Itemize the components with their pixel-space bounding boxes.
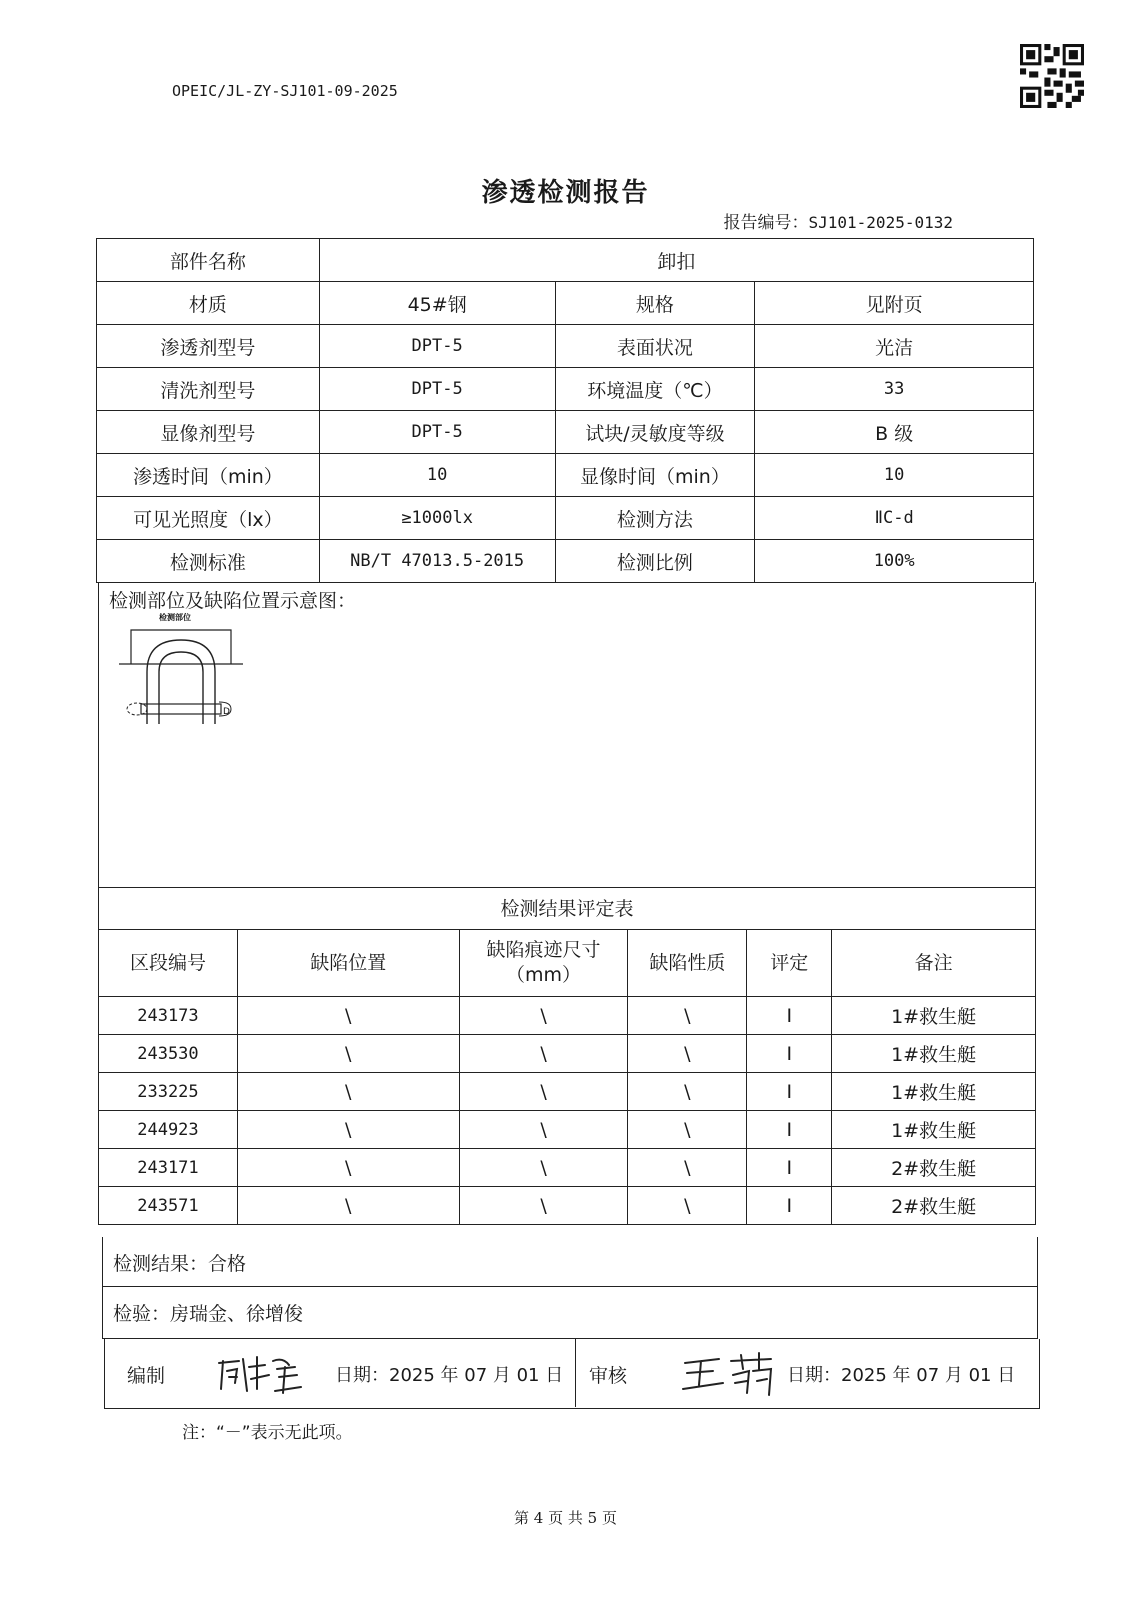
- illuminance-label: 可见光照度（lx）: [97, 497, 320, 540]
- part-name-value: 卸扣: [319, 239, 1033, 282]
- report-number: [724, 208, 954, 233]
- table-row: [99, 1187, 1036, 1225]
- developer-label: 显像剂型号: [97, 411, 320, 454]
- table-row: [99, 997, 1036, 1035]
- info-row: [97, 282, 1034, 325]
- prepared-label: 编制: [127, 1365, 166, 1387]
- method-value: ⅡC-d: [755, 497, 1034, 540]
- diagram-marker: D: [223, 707, 230, 717]
- info-table: [96, 238, 1034, 583]
- info-row: [97, 454, 1034, 497]
- header-section-id: 区段编号: [99, 930, 238, 997]
- reviewed-date: 日期：2025 年 07 月 01 日: [787, 1365, 1016, 1386]
- row-size: \: [459, 1187, 628, 1225]
- inspectors-text: 检验：房瑞金、徐增俊: [113, 1303, 304, 1325]
- cleaner-label: 清洗剂型号: [97, 368, 320, 411]
- row-nature: \: [628, 1035, 747, 1073]
- inspectors-row: [102, 1287, 1038, 1339]
- row-remark: 2#救生艇: [832, 1187, 1036, 1225]
- conclusion-row: [102, 1237, 1038, 1287]
- surface-value: 光洁: [755, 325, 1034, 368]
- row-position: \: [237, 1111, 459, 1149]
- signoff-row: [104, 1339, 1040, 1409]
- row-remark: 1#救生艇: [832, 1073, 1036, 1111]
- results-title: 检测结果评定表: [98, 887, 1036, 929]
- method-label: 检测方法: [555, 497, 755, 540]
- row-position: \: [237, 1035, 459, 1073]
- standard-value: NB/T 47013.5-2015: [319, 540, 555, 583]
- info-row: [97, 497, 1034, 540]
- row-size: \: [459, 1073, 628, 1111]
- ratio-label: 检测比例: [555, 540, 755, 583]
- temperature-value: 33: [755, 368, 1034, 411]
- development-time-label: 显像时间（min）: [555, 454, 755, 497]
- illuminance-value: ≥1000lx: [319, 497, 555, 540]
- diagram-label: 检测部位及缺陷位置示意图：: [109, 590, 357, 612]
- row-id: 244923: [99, 1111, 238, 1149]
- row-id: 243530: [99, 1035, 238, 1073]
- report-number-value: SJ101-2025-0132: [808, 213, 953, 232]
- row-grade: I: [747, 1187, 832, 1225]
- table-row: [99, 1035, 1036, 1073]
- row-position: \: [237, 1073, 459, 1111]
- penetrant-value: DPT-5: [319, 325, 555, 368]
- row-grade: I: [747, 1035, 832, 1073]
- conclusion-text: 检测结果：合格: [113, 1253, 247, 1275]
- info-row: [97, 540, 1034, 583]
- row-position: \: [237, 1149, 459, 1187]
- report-number-label: 报告编号：: [723, 213, 809, 233]
- reviewed-signature: [679, 1349, 779, 1399]
- row-nature: \: [628, 1149, 747, 1187]
- header-defect-nature: 缺陷性质: [628, 930, 747, 997]
- spec-value: 见附页: [755, 282, 1034, 325]
- row-grade: I: [747, 997, 832, 1035]
- row-nature: \: [628, 1111, 747, 1149]
- row-id: 243173: [99, 997, 238, 1035]
- standard-label: 检测标准: [97, 540, 320, 583]
- ratio-value: 100%: [755, 540, 1034, 583]
- info-row: [97, 239, 1034, 282]
- row-size: \: [459, 997, 628, 1035]
- row-grade: I: [747, 1111, 832, 1149]
- row-grade: I: [747, 1149, 832, 1187]
- row-position: \: [237, 997, 459, 1035]
- row-id: 233225: [99, 1073, 238, 1111]
- qr-code-icon: [1020, 44, 1084, 108]
- temperature-label: 环境温度（℃）: [555, 368, 755, 411]
- row-grade: I: [747, 1073, 832, 1111]
- table-row: [99, 1149, 1036, 1187]
- penetration-time-label: 渗透时间（min）: [97, 454, 320, 497]
- row-position: \: [237, 1187, 459, 1225]
- table-row: [99, 1111, 1036, 1149]
- block-value: B 级: [755, 411, 1034, 454]
- cleaner-value: DPT-5: [319, 368, 555, 411]
- development-time-value: 10: [755, 454, 1034, 497]
- row-id: 243571: [99, 1187, 238, 1225]
- results-header-row: [99, 930, 1036, 997]
- diagram-caption: 检测部位: [159, 613, 191, 622]
- prepared-signature: [213, 1349, 309, 1397]
- signoff-divider: [575, 1339, 576, 1407]
- header-defect-size-label: 缺陷痕迹尺寸: [486, 939, 601, 962]
- material-label: 材质: [97, 282, 320, 325]
- developer-value: DPT-5: [319, 411, 555, 454]
- block-label: 试块/灵敏度等级: [555, 411, 755, 454]
- table-row: [99, 1073, 1036, 1111]
- row-nature: \: [628, 997, 747, 1035]
- row-nature: \: [628, 1073, 747, 1111]
- material-value: 45#钢: [319, 282, 555, 325]
- penetration-time-value: 10: [319, 454, 555, 497]
- footnote: 注：“－”表示无此项。: [182, 1423, 353, 1443]
- header-grade: 评定: [747, 930, 832, 997]
- row-size: \: [459, 1035, 628, 1073]
- row-nature: \: [628, 1187, 747, 1225]
- info-row: [97, 411, 1034, 454]
- document-code: OPEIC/JL-ZY-SJ101-09-2025: [172, 82, 398, 100]
- header-defect-position: 缺陷位置: [237, 930, 459, 997]
- spec-label: 规格: [555, 282, 755, 325]
- header-defect-size: [459, 930, 628, 997]
- row-size: \: [459, 1111, 628, 1149]
- row-remark: 1#救生艇: [832, 1111, 1036, 1149]
- penetrant-label: 渗透剂型号: [97, 325, 320, 368]
- shackle-diagram: [119, 612, 259, 742]
- header-remark: 备注: [832, 930, 1036, 997]
- report-title: 渗透检测报告: [481, 178, 650, 208]
- reviewed-label: 审核: [589, 1365, 628, 1387]
- diagram-section: [98, 582, 1036, 888]
- results-table: [98, 929, 1036, 1225]
- row-id: 243171: [99, 1149, 238, 1187]
- row-remark: 1#救生艇: [832, 1035, 1036, 1073]
- prepared-date: 日期：2025 年 07 月 01 日: [335, 1365, 564, 1386]
- page-number: 第 4 页 共 5 页: [514, 1509, 617, 1527]
- row-size: \: [459, 1149, 628, 1187]
- part-name-label: 部件名称: [97, 239, 320, 282]
- row-remark: 2#救生艇: [832, 1149, 1036, 1187]
- info-row: [97, 368, 1034, 411]
- surface-label: 表面状况: [555, 325, 755, 368]
- info-row: [97, 325, 1034, 368]
- row-remark: 1#救生艇: [832, 997, 1036, 1035]
- header-defect-size-unit: （mm）: [506, 964, 582, 986]
